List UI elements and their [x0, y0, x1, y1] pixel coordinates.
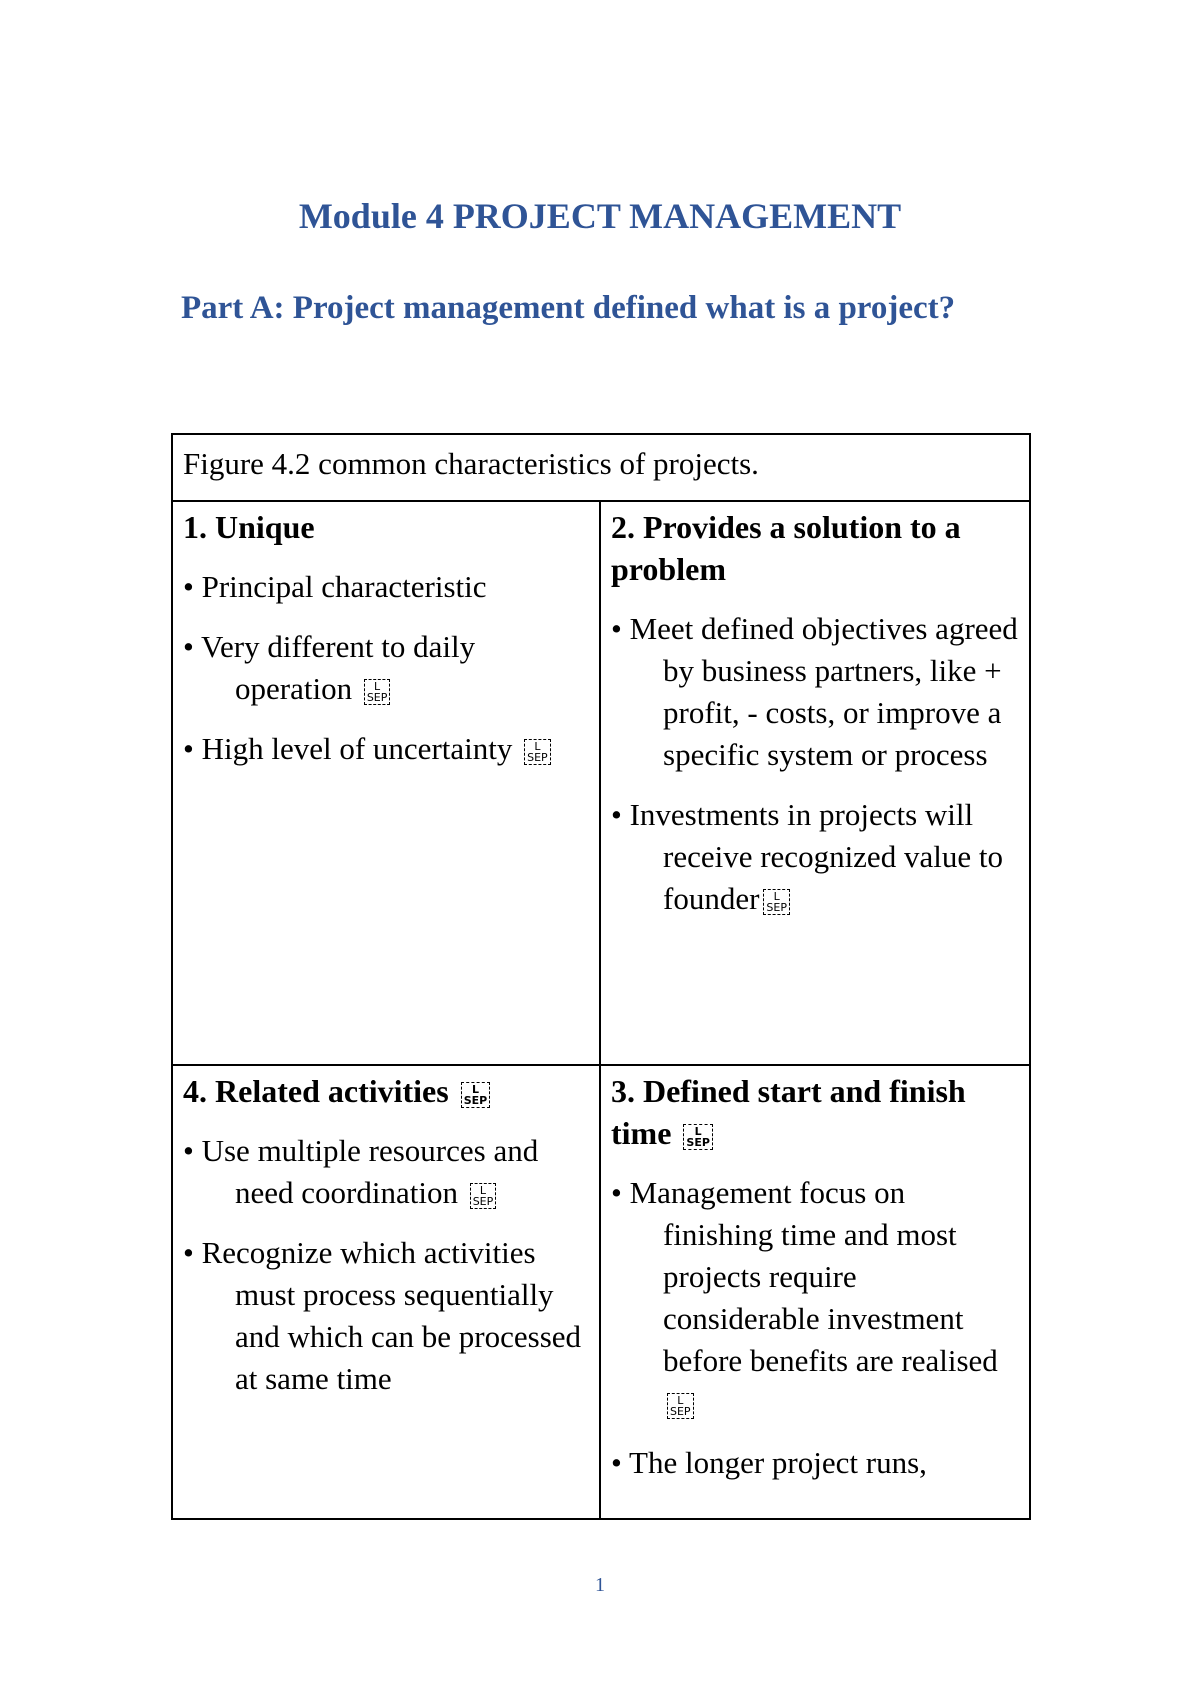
list-item: • Meet defined objectives agreed by business partners, like + profit, - costs, or improve a specific system or process: [611, 611, 1018, 772]
list-item: • Principal characteristic: [183, 569, 487, 604]
list-item-text: • Very different to daily operation: [183, 629, 476, 706]
separator-glyph-icon: L SEP: [683, 1124, 713, 1150]
list-item-text: • High level of uncertainty: [183, 731, 521, 766]
cell-heading-text: 4. Related activities: [183, 1073, 457, 1109]
separator-glyph-icon: L SEP: [364, 679, 391, 705]
list-item-text: • Use multiple resources and need coordination: [183, 1133, 539, 1210]
module-title: Module 4 PROJECT MANAGEMENT: [298, 196, 902, 236]
list-item: [183, 626, 589, 710]
cell-related-activities: [173, 1066, 599, 1520]
separator-glyph-icon: L SEP: [667, 1393, 694, 1419]
separator-glyph-icon: L SEP: [461, 1082, 491, 1108]
list-item-text: • Investments in projects will receive recognized value to founder: [611, 797, 1003, 916]
characteristics-table: [171, 433, 1031, 1520]
cell-heading-text: 3. Defined start and finish time: [611, 1073, 966, 1151]
cell-solution: [601, 502, 1029, 1064]
list-item: • The longer project runs,: [611, 1445, 927, 1480]
figure-caption: Figure 4.2 common characteristics of projects.: [173, 435, 1029, 502]
cell-heading: [611, 1070, 1019, 1154]
list-item: • Recognize which activities must process sequentially and which can be processed at same time: [183, 1235, 582, 1396]
cell-heading: [183, 1070, 589, 1112]
cell-defined-time: [601, 1066, 1029, 1520]
part-heading: Part A: Project management defined what is a project?: [181, 290, 956, 326]
page-number: 1: [595, 1574, 605, 1596]
separator-glyph-icon: L SEP: [470, 1183, 497, 1209]
separator-glyph-icon: L SEP: [763, 889, 790, 915]
cell-unique: [173, 502, 599, 1064]
list-item: [611, 794, 1019, 920]
cell-heading: 2. Provides a solution to a problem: [611, 509, 961, 587]
list-item: [183, 1130, 589, 1214]
list-item-text: • Management focus on finishing time and most projects require considerable investment before benefits are realised: [611, 1175, 998, 1378]
separator-glyph-icon: L SEP: [524, 739, 551, 765]
cell-heading: 1. Unique: [183, 509, 315, 545]
list-item: [611, 1172, 1019, 1424]
list-item: [183, 728, 589, 770]
